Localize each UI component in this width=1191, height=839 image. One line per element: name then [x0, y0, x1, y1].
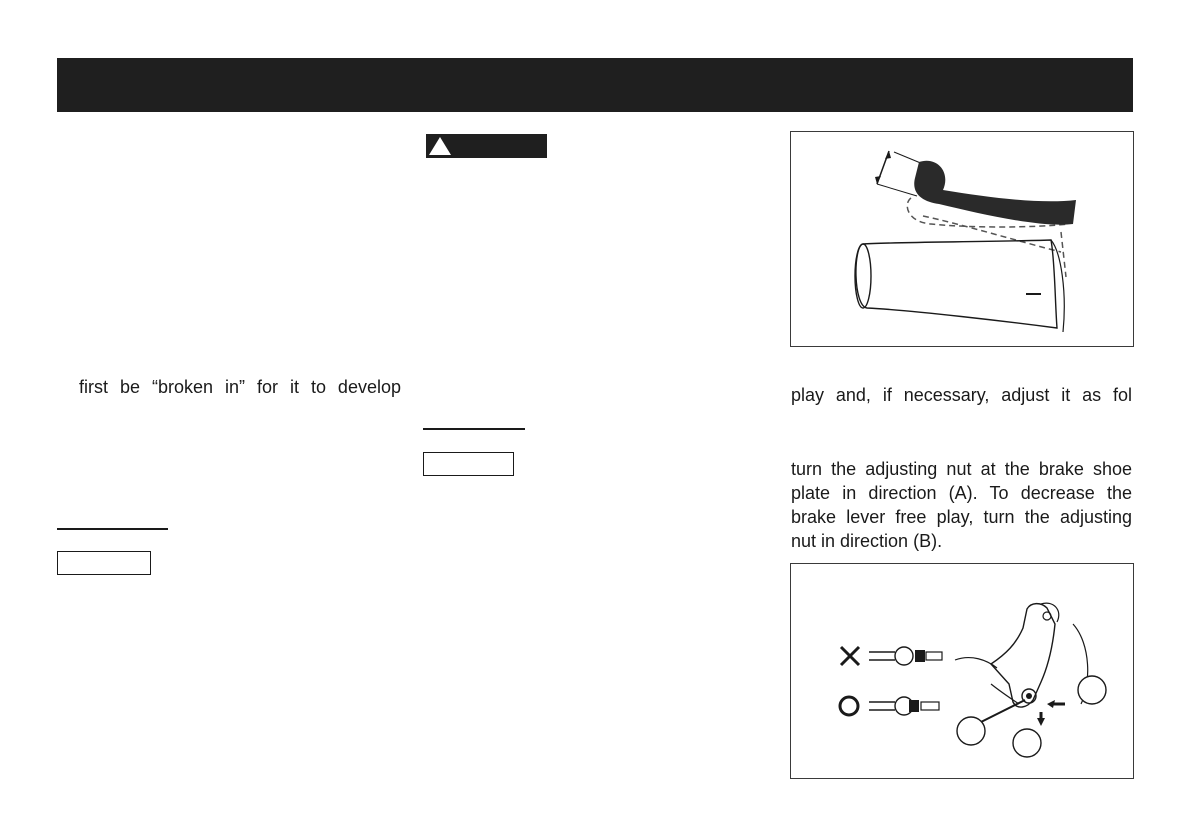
warning-triangle-icon: [429, 137, 451, 155]
left-heading-rule: [57, 528, 168, 530]
brake-lever-figure: [790, 131, 1134, 347]
middle-heading-rule: [423, 428, 525, 430]
left-note-box: [57, 551, 151, 575]
body-text-adjust-1: turn the adjusting nut at the brake shoe: [791, 459, 1132, 479]
correct-position-diagram: [840, 697, 939, 715]
body-text-play: play and, if necessary, adjust it as fol: [791, 385, 1132, 405]
middle-note-box: [423, 452, 514, 476]
brake-lever-free-play-illustration: [791, 132, 1133, 346]
warning-badge: [426, 134, 547, 158]
adjusting-nut-figure: [790, 563, 1134, 779]
body-text-adjust-2: plate in direction (A). To decrease the: [791, 483, 1132, 503]
body-text-broken-in: first be “broken in” for it to develop: [79, 377, 401, 397]
section-header-band: [57, 58, 1133, 112]
body-text-adjust-3: brake lever free play, turn the adjusting: [791, 507, 1132, 527]
body-text-adjust-4: nut in direction (B).: [791, 531, 943, 551]
wrong-position-diagram: [841, 647, 942, 665]
brake-adjusting-nut-illustration: [791, 564, 1133, 778]
